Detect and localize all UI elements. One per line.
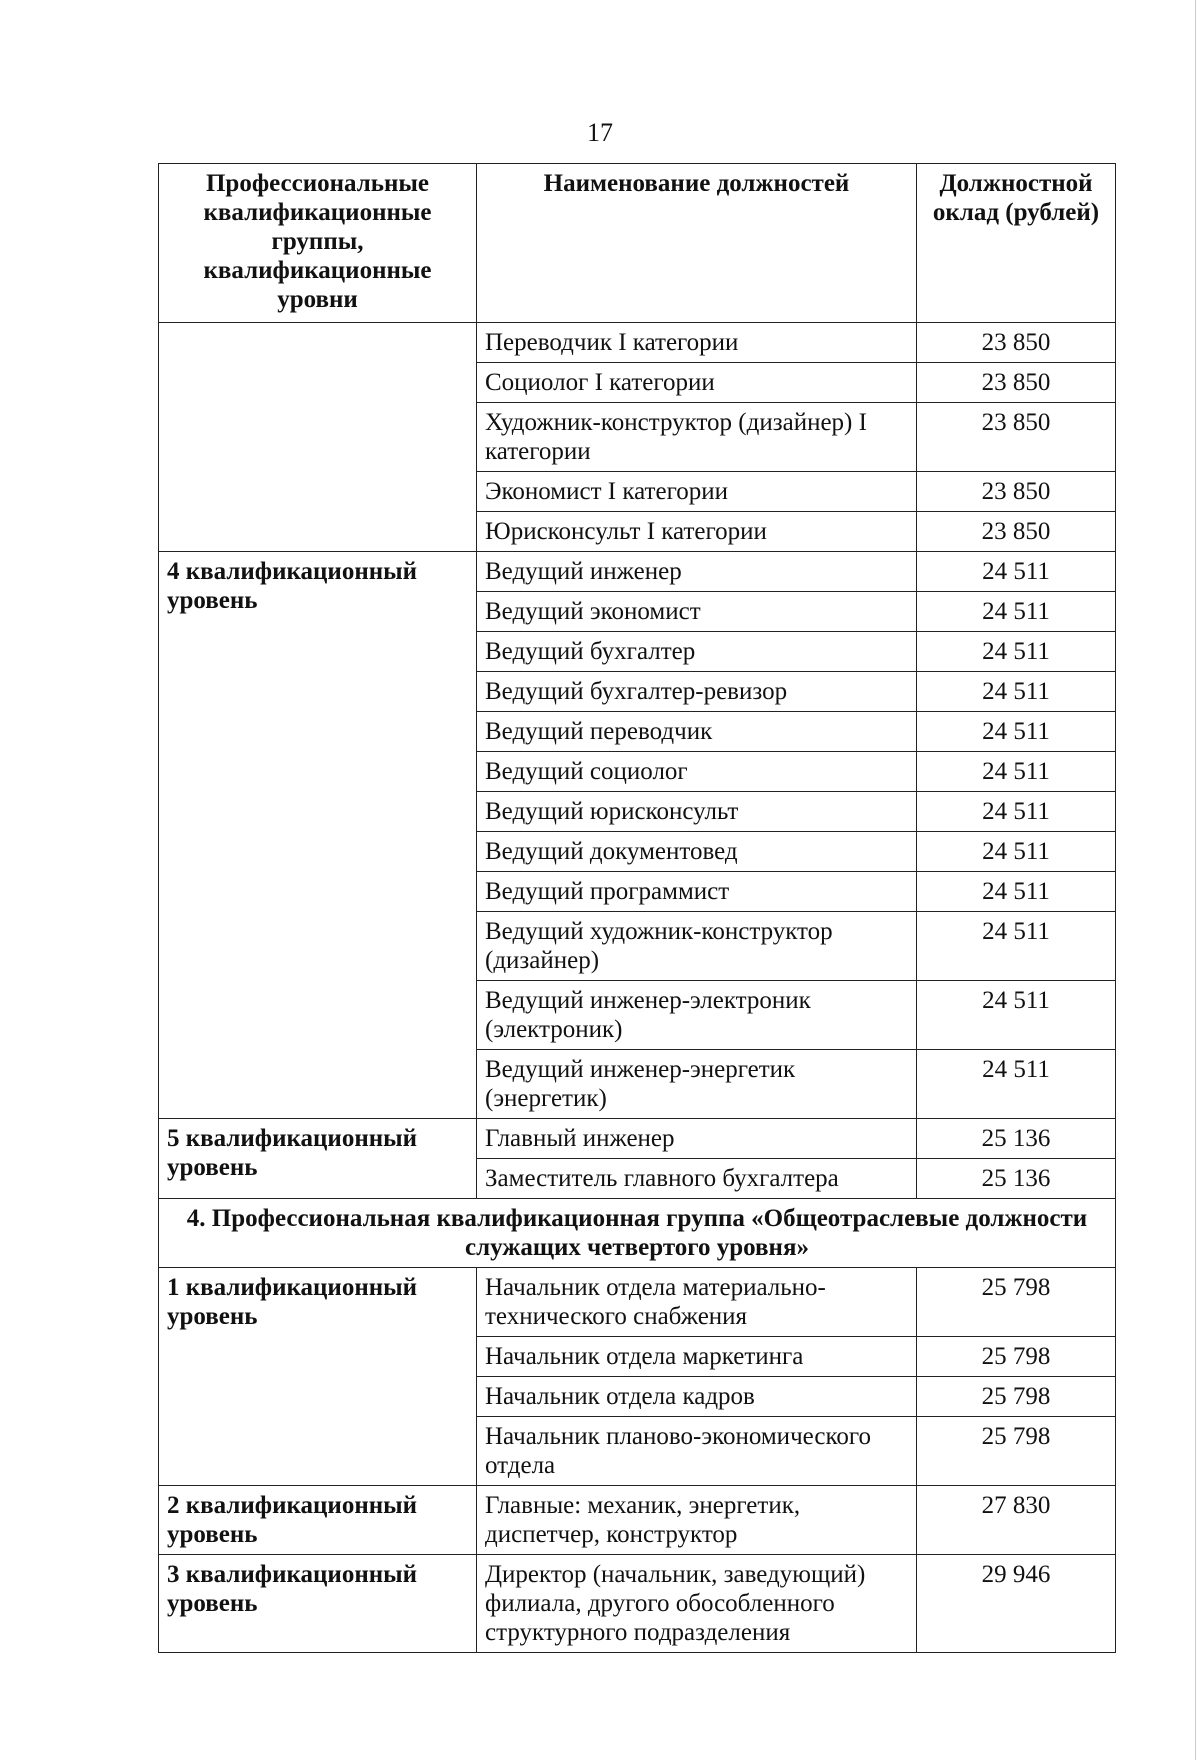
group-cell: 2 квалификационный уровень — [159, 1486, 477, 1555]
salary-cell: 24 511 — [917, 752, 1116, 792]
table-row — [159, 1119, 1116, 1159]
group-cell-empty — [159, 323, 477, 552]
salary-cell: 25 798 — [917, 1377, 1116, 1417]
salary-cell: 24 511 — [917, 632, 1116, 672]
section-row — [159, 1199, 1116, 1268]
position-cell: Начальник отдела материально-технического снабжения — [477, 1268, 917, 1337]
salary-cell: 25 136 — [917, 1119, 1116, 1159]
position-cell: Социолог I категории — [477, 363, 917, 403]
group-cell: 3 квалификационный уровень — [159, 1555, 477, 1653]
position-cell: Ведущий инженер-электроник (электроник) — [477, 981, 917, 1050]
salary-cell: 25 798 — [917, 1417, 1116, 1486]
salary-cell: 24 511 — [917, 1050, 1116, 1119]
position-cell: Начальник планово-экономического отдела — [477, 1417, 917, 1486]
position-cell: Заместитель главного бухгалтера — [477, 1159, 917, 1199]
position-cell: Ведущий бухгалтер-ревизор — [477, 672, 917, 712]
salary-cell: 29 946 — [917, 1555, 1116, 1653]
salary-cell: 23 850 — [917, 472, 1116, 512]
position-cell: Директор (начальник, заведующий) филиала, другого обособленного структурного подразделения — [477, 1555, 917, 1653]
position-cell: Начальник отдела маркетинга — [477, 1337, 917, 1377]
position-cell: Ведущий художник-конструктор (дизайнер) — [477, 912, 917, 981]
salary-cell: 23 850 — [917, 512, 1116, 552]
header-row — [159, 164, 1116, 323]
salary-cell: 25 798 — [917, 1337, 1116, 1377]
position-cell: Ведущий юрисконсульт — [477, 792, 917, 832]
position-cell: Ведущий переводчик — [477, 712, 917, 752]
salary-cell: 23 850 — [917, 403, 1116, 472]
position-cell: Главный инженер — [477, 1119, 917, 1159]
header-group: Профессиональные квалификационные группы, квалификационные уровни — [159, 164, 477, 323]
position-cell: Экономист I категории — [477, 472, 917, 512]
position-cell: Художник-конструктор (дизайнер) I категории — [477, 403, 917, 472]
position-cell: Начальник отдела кадров — [477, 1377, 917, 1417]
salary-cell: 24 511 — [917, 672, 1116, 712]
position-cell: Ведущий программист — [477, 872, 917, 912]
salary-cell: 24 511 — [917, 832, 1116, 872]
salary-cell: 23 850 — [917, 363, 1116, 403]
scan-edge-line — [1195, 0, 1196, 1760]
position-cell: Ведущий социолог — [477, 752, 917, 792]
salary-cell: 25 136 — [917, 1159, 1116, 1199]
salary-cell: 24 511 — [917, 981, 1116, 1050]
salary-cell: 25 798 — [917, 1268, 1116, 1337]
table-row — [159, 552, 1116, 592]
position-cell: Юрисконсульт I категории — [477, 512, 917, 552]
salary-cell: 24 511 — [917, 712, 1116, 752]
header-salary: Должностной оклад (рублей) — [917, 164, 1116, 323]
position-cell: Ведущий экономист — [477, 592, 917, 632]
salary-cell: 24 511 — [917, 872, 1116, 912]
salary-cell: 23 850 — [917, 323, 1116, 363]
group-cell: 1 квалификационный уровень — [159, 1268, 477, 1486]
group-cell: 4 квалификационный уровень — [159, 552, 477, 1119]
header-position: Наименование должностей — [477, 164, 917, 323]
table-row — [159, 1555, 1116, 1653]
group-cell: 5 квалификационный уровень — [159, 1119, 477, 1199]
salary-cell: 24 511 — [917, 552, 1116, 592]
table-row — [159, 1486, 1116, 1555]
salary-cell: 24 511 — [917, 792, 1116, 832]
page-number: 17 — [587, 118, 613, 147]
salary-table — [158, 163, 1116, 1653]
position-cell: Ведущий инженер-энергетик (энергетик) — [477, 1050, 917, 1119]
position-cell: Ведущий инженер — [477, 552, 917, 592]
position-cell: Главные: механик, энергетик, диспетчер, конструктор — [477, 1486, 917, 1555]
salary-cell: 24 511 — [917, 592, 1116, 632]
position-cell: Переводчик I категории — [477, 323, 917, 363]
section-heading: 4. Профессиональная квалификационная группа «Общеотраслевые должности служащих четвертого уровня» — [159, 1199, 1116, 1268]
position-cell: Ведущий документовед — [477, 832, 917, 872]
salary-cell: 27 830 — [917, 1486, 1116, 1555]
table-row — [159, 323, 1116, 363]
table-row — [159, 1268, 1116, 1337]
position-cell: Ведущий бухгалтер — [477, 632, 917, 672]
salary-cell: 24 511 — [917, 912, 1116, 981]
